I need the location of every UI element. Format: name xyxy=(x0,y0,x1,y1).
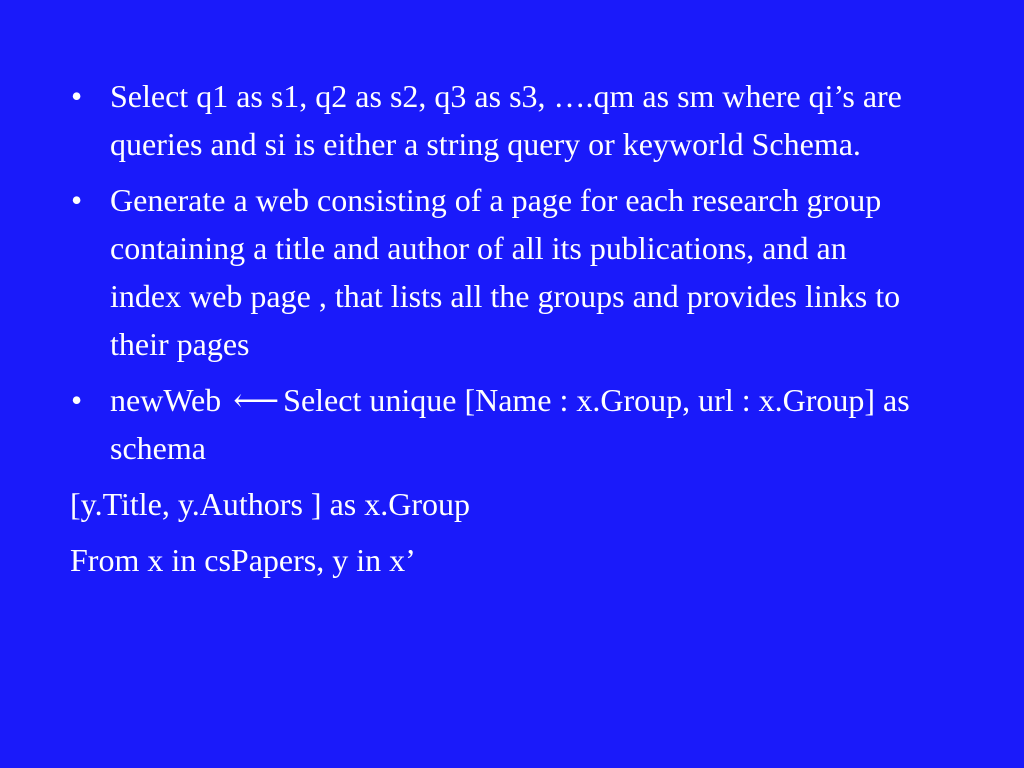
bullet-item-3 xyxy=(0,376,1024,472)
bullet-item-2 xyxy=(0,176,1024,368)
left-arrow-icon: ⟵ xyxy=(233,382,280,418)
bullet-list xyxy=(0,72,1024,592)
bullet-text-after-arrow: Select unique [Name : x.Group, url : x.Group] as schema xyxy=(110,382,910,466)
bullet-marker: • xyxy=(71,382,83,418)
bullet-text: Select q1 as s1, q2 as s2, q3 as s3, ….qm as sm where qi’s are queries and si is either a string query or keyworld Schema. xyxy=(110,78,902,162)
bullet-marker: • xyxy=(71,182,83,218)
bullet-item-1 xyxy=(0,72,1024,168)
query-line-2: From x in csPapers, y in x’ xyxy=(70,542,416,578)
bullet-text: Generate a web consisting of a page for each research group containing a title and author of all its publications, and an index web page , that lists all the groups and provides links to their pages xyxy=(110,182,901,362)
bullet-marker: • xyxy=(71,78,83,114)
query-line-1: [y.Title, y.Authors ] as x.Group xyxy=(70,486,470,522)
bullet-text-before-arrow: newWeb xyxy=(110,382,230,418)
